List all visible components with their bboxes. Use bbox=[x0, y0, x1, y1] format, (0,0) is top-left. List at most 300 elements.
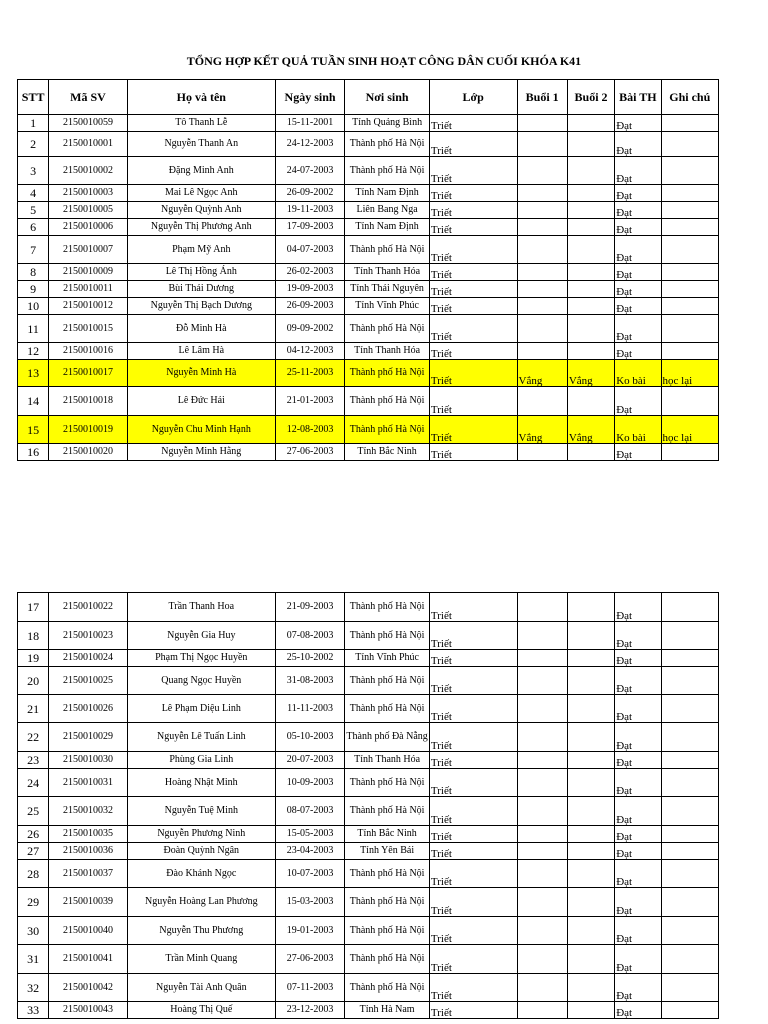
practice-test-cell: Đạt bbox=[615, 888, 661, 917]
date-of-birth-cell: 31-08-2003 bbox=[275, 667, 344, 695]
practice-test-cell: Đạt bbox=[615, 315, 661, 343]
session-2-cell bbox=[567, 593, 614, 622]
session-1-cell bbox=[517, 945, 567, 974]
practice-test-cell: Đạt bbox=[615, 797, 661, 826]
place-of-birth-cell: Thành phố Hà Nội bbox=[345, 416, 430, 444]
header-note: Ghi chú bbox=[661, 80, 718, 115]
session-2-cell bbox=[567, 723, 614, 752]
table-row bbox=[18, 236, 719, 264]
stt-cell: 32 bbox=[18, 974, 49, 1002]
table-row bbox=[18, 843, 719, 860]
table-row bbox=[18, 695, 719, 723]
full-name-cell: Nguyễn Lê Tuấn Linh bbox=[127, 723, 275, 752]
table-row bbox=[18, 315, 719, 343]
table-row bbox=[18, 219, 719, 236]
class-cell: Triết bbox=[429, 360, 517, 387]
practice-test-cell: Đạt bbox=[615, 593, 661, 622]
full-name-cell: Nguyễn Thị Bạch Dương bbox=[127, 298, 275, 315]
session-1-cell bbox=[517, 444, 567, 461]
session-2-cell bbox=[567, 769, 614, 797]
place-of-birth-cell: Thành phố Hà Nội bbox=[345, 769, 430, 797]
date-of-birth-cell: 25-11-2003 bbox=[275, 360, 344, 387]
class-cell: Triết bbox=[429, 1002, 517, 1019]
session-2-cell bbox=[567, 667, 614, 695]
stt-cell: 4 bbox=[18, 185, 49, 202]
stt-cell: 30 bbox=[18, 917, 49, 945]
document-title: TỔNG HỢP KẾT QUẢ TUẦN SINH HOẠT CÔNG DÂN CUỐI KHÓA K41 bbox=[186, 54, 582, 68]
header-class: Lớp bbox=[429, 80, 517, 115]
session-2-cell: Vắng bbox=[567, 360, 614, 387]
stt-cell: 17 bbox=[18, 593, 49, 622]
results-table-part-1 bbox=[17, 79, 719, 461]
stt-cell: 33 bbox=[18, 1002, 49, 1019]
full-name-cell: Nguyễn Quỳnh Anh bbox=[127, 202, 275, 219]
date-of-birth-cell: 19-11-2003 bbox=[275, 202, 344, 219]
full-name-cell: Nguyễn Tài Anh Quân bbox=[127, 974, 275, 1002]
place-of-birth-cell: Thành phố Hà Nội bbox=[345, 974, 430, 1002]
student-id-cell: 2150010011 bbox=[49, 281, 128, 298]
full-name-cell: Đoàn Quỳnh Ngân bbox=[127, 843, 275, 860]
place-of-birth-cell: Thành phố Hà Nội bbox=[345, 360, 430, 387]
practice-test-cell: Đạt bbox=[615, 202, 661, 219]
session-2-cell bbox=[567, 185, 614, 202]
place-of-birth-cell: Tỉnh Thanh Hóa bbox=[345, 752, 430, 769]
session-1-cell bbox=[517, 974, 567, 1002]
class-cell: Triết bbox=[429, 752, 517, 769]
stt-cell: 25 bbox=[18, 797, 49, 826]
place-of-birth-cell: Thành phố Hà Nội bbox=[345, 593, 430, 622]
table-row bbox=[18, 360, 719, 387]
session-1-cell bbox=[517, 843, 567, 860]
student-id-cell: 2150010024 bbox=[49, 650, 128, 667]
stt-cell: 20 bbox=[18, 667, 49, 695]
session-1-cell bbox=[517, 236, 567, 264]
practice-test-cell: Đạt bbox=[615, 769, 661, 797]
date-of-birth-cell: 17-09-2003 bbox=[275, 219, 344, 236]
stt-cell: 22 bbox=[18, 723, 49, 752]
note-cell bbox=[661, 769, 718, 797]
session-1-cell bbox=[517, 157, 567, 185]
practice-test-cell: Đạt bbox=[615, 236, 661, 264]
date-of-birth-cell: 24-12-2003 bbox=[275, 132, 344, 157]
header-place-of-birth: Nơi sinh bbox=[345, 80, 430, 115]
table-row bbox=[18, 1002, 719, 1019]
date-of-birth-cell: 10-09-2003 bbox=[275, 769, 344, 797]
session-2-cell bbox=[567, 860, 614, 888]
student-id-cell: 2150010019 bbox=[49, 416, 128, 444]
place-of-birth-cell: Thành phố Đà Nẵng bbox=[345, 723, 430, 752]
session-1-cell bbox=[517, 752, 567, 769]
session-2-cell bbox=[567, 264, 614, 281]
place-of-birth-cell: Tỉnh Vĩnh Phúc bbox=[345, 650, 430, 667]
student-id-cell: 2150010012 bbox=[49, 298, 128, 315]
date-of-birth-cell: 20-07-2003 bbox=[275, 752, 344, 769]
practice-test-cell: Đạt bbox=[615, 650, 661, 667]
header-student-id: Mã SV bbox=[49, 80, 128, 115]
table-row bbox=[18, 769, 719, 797]
full-name-cell: Hoàng Nhật Minh bbox=[127, 769, 275, 797]
class-cell: Triết bbox=[429, 723, 517, 752]
session-2-cell bbox=[567, 281, 614, 298]
date-of-birth-cell: 11-11-2003 bbox=[275, 695, 344, 723]
session-2-cell bbox=[567, 315, 614, 343]
table-row bbox=[18, 888, 719, 917]
place-of-birth-cell: Tỉnh Thái Nguyên bbox=[345, 281, 430, 298]
full-name-cell: Nguyễn Tuệ Minh bbox=[127, 797, 275, 826]
class-cell: Triết bbox=[429, 593, 517, 622]
session-1-cell bbox=[517, 797, 567, 826]
practice-test-cell: Đạt bbox=[615, 826, 661, 843]
session-2-cell bbox=[567, 622, 614, 650]
student-id-cell: 2150010009 bbox=[49, 264, 128, 281]
place-of-birth-cell: Thành phố Hà Nội bbox=[345, 945, 430, 974]
header-date-of-birth: Ngày sinh bbox=[275, 80, 344, 115]
class-cell: Triết bbox=[429, 115, 517, 132]
date-of-birth-cell: 26-02-2003 bbox=[275, 264, 344, 281]
session-1-cell bbox=[517, 343, 567, 360]
note-cell: học lại bbox=[661, 360, 718, 387]
class-cell: Triết bbox=[429, 826, 517, 843]
date-of-birth-cell: 04-12-2003 bbox=[275, 343, 344, 360]
stt-cell: 6 bbox=[18, 219, 49, 236]
class-cell: Triết bbox=[429, 219, 517, 236]
practice-test-cell: Đạt bbox=[615, 860, 661, 888]
practice-test-cell: Đạt bbox=[615, 219, 661, 236]
class-cell: Triết bbox=[429, 387, 517, 416]
note-cell bbox=[661, 650, 718, 667]
date-of-birth-cell: 15-11-2001 bbox=[275, 115, 344, 132]
full-name-cell: Nguyễn Thu Phương bbox=[127, 917, 275, 945]
header-session-2: Buổi 2 bbox=[567, 80, 614, 115]
date-of-birth-cell: 07-11-2003 bbox=[275, 974, 344, 1002]
note-cell bbox=[661, 236, 718, 264]
note-cell bbox=[661, 888, 718, 917]
full-name-cell: Phạm Thị Ngọc Huyền bbox=[127, 650, 275, 667]
session-1-cell bbox=[517, 387, 567, 416]
session-2-cell bbox=[567, 695, 614, 723]
stt-cell: 29 bbox=[18, 888, 49, 917]
class-cell: Triết bbox=[429, 157, 517, 185]
stt-cell: 5 bbox=[18, 202, 49, 219]
full-name-cell: Nguyễn Minh Hằng bbox=[127, 444, 275, 461]
class-cell: Triết bbox=[429, 945, 517, 974]
student-id-cell: 2150010043 bbox=[49, 1002, 128, 1019]
session-1-cell bbox=[517, 860, 567, 888]
stt-cell: 16 bbox=[18, 444, 49, 461]
practice-test-cell: Đạt bbox=[615, 115, 661, 132]
practice-test-cell: Đạt bbox=[615, 343, 661, 360]
full-name-cell: Nguyễn Chu Minh Hạnh bbox=[127, 416, 275, 444]
place-of-birth-cell: Thành phố Hà Nội bbox=[345, 888, 430, 917]
session-2-cell bbox=[567, 843, 614, 860]
note-cell bbox=[661, 298, 718, 315]
place-of-birth-cell: Tỉnh Bắc Ninh bbox=[345, 826, 430, 843]
place-of-birth-cell: Tỉnh Thanh Hóa bbox=[345, 264, 430, 281]
table-row bbox=[18, 945, 719, 974]
practice-test-cell: Đạt bbox=[615, 157, 661, 185]
student-id-cell: 2150010001 bbox=[49, 132, 128, 157]
full-name-cell: Nguyễn Thị Phương Anh bbox=[127, 219, 275, 236]
note-cell bbox=[661, 387, 718, 416]
class-cell: Triết bbox=[429, 797, 517, 826]
session-2-cell bbox=[567, 387, 614, 416]
student-id-cell: 2150010041 bbox=[49, 945, 128, 974]
date-of-birth-cell: 21-01-2003 bbox=[275, 387, 344, 416]
stt-cell: 15 bbox=[18, 416, 49, 444]
table-row bbox=[18, 752, 719, 769]
student-id-cell: 2150010007 bbox=[49, 236, 128, 264]
stt-cell: 9 bbox=[18, 281, 49, 298]
full-name-cell: Bùi Thái Dương bbox=[127, 281, 275, 298]
note-cell bbox=[661, 917, 718, 945]
place-of-birth-cell: Thành phố Hà Nội bbox=[345, 917, 430, 945]
date-of-birth-cell: 23-04-2003 bbox=[275, 843, 344, 860]
table-row bbox=[18, 723, 719, 752]
note-cell bbox=[661, 826, 718, 843]
header-stt: STT bbox=[18, 80, 49, 115]
table-row bbox=[18, 622, 719, 650]
stt-cell: 13 bbox=[18, 360, 49, 387]
date-of-birth-cell: 24-07-2003 bbox=[275, 157, 344, 185]
place-of-birth-cell: Thành phố Hà Nội bbox=[345, 132, 430, 157]
stt-cell: 28 bbox=[18, 860, 49, 888]
note-cell bbox=[661, 185, 718, 202]
place-of-birth-cell: Thành phố Hà Nội bbox=[345, 797, 430, 826]
stt-cell: 1 bbox=[18, 115, 49, 132]
place-of-birth-cell: Thành phố Hà Nội bbox=[345, 667, 430, 695]
date-of-birth-cell: 26-09-2002 bbox=[275, 185, 344, 202]
place-of-birth-cell: Thành phố Hà Nội bbox=[345, 387, 430, 416]
stt-cell: 31 bbox=[18, 945, 49, 974]
stt-cell: 3 bbox=[18, 157, 49, 185]
practice-test-cell: Đạt bbox=[615, 1002, 661, 1019]
table-row bbox=[18, 343, 719, 360]
session-1-cell bbox=[517, 185, 567, 202]
place-of-birth-cell: Thành phố Hà Nội bbox=[345, 695, 430, 723]
date-of-birth-cell: 10-07-2003 bbox=[275, 860, 344, 888]
class-cell: Triết bbox=[429, 132, 517, 157]
place-of-birth-cell: Thành phố Hà Nội bbox=[345, 157, 430, 185]
note-cell bbox=[661, 202, 718, 219]
class-cell: Triết bbox=[429, 281, 517, 298]
session-1-cell bbox=[517, 1002, 567, 1019]
session-1-cell bbox=[517, 593, 567, 622]
session-2-cell bbox=[567, 444, 614, 461]
practice-test-cell: Đạt bbox=[615, 917, 661, 945]
date-of-birth-cell: 15-05-2003 bbox=[275, 826, 344, 843]
stt-cell: 23 bbox=[18, 752, 49, 769]
stt-cell: 10 bbox=[18, 298, 49, 315]
full-name-cell: Mai Lê Ngọc Anh bbox=[127, 185, 275, 202]
session-2-cell bbox=[567, 752, 614, 769]
header-full-name: Họ và tên bbox=[127, 80, 275, 115]
class-cell: Triết bbox=[429, 695, 517, 723]
student-id-cell: 2150010005 bbox=[49, 202, 128, 219]
practice-test-cell: Đạt bbox=[615, 281, 661, 298]
session-2-cell bbox=[567, 945, 614, 974]
student-id-cell: 2150010022 bbox=[49, 593, 128, 622]
student-id-cell: 2150010020 bbox=[49, 444, 128, 461]
class-cell: Triết bbox=[429, 343, 517, 360]
date-of-birth-cell: 25-10-2002 bbox=[275, 650, 344, 667]
student-id-cell: 2150010040 bbox=[49, 917, 128, 945]
session-1-cell bbox=[517, 622, 567, 650]
practice-test-cell: Đạt bbox=[615, 264, 661, 281]
note-cell bbox=[661, 695, 718, 723]
place-of-birth-cell: Thành phố Hà Nội bbox=[345, 622, 430, 650]
session-1-cell bbox=[517, 650, 567, 667]
table-row bbox=[18, 387, 719, 416]
class-cell: Triết bbox=[429, 769, 517, 797]
full-name-cell: Lê Thị Hồng Ánh bbox=[127, 264, 275, 281]
full-name-cell: Đỗ Minh Hà bbox=[127, 315, 275, 343]
date-of-birth-cell: 21-09-2003 bbox=[275, 593, 344, 622]
session-1-cell bbox=[517, 281, 567, 298]
full-name-cell: Đặng Minh Anh bbox=[127, 157, 275, 185]
note-cell bbox=[661, 281, 718, 298]
table-body-part-2 bbox=[18, 593, 719, 1019]
session-2-cell bbox=[567, 157, 614, 185]
date-of-birth-cell: 23-12-2003 bbox=[275, 1002, 344, 1019]
date-of-birth-cell: 19-01-2003 bbox=[275, 917, 344, 945]
session-1-cell bbox=[517, 315, 567, 343]
student-id-cell: 2150010025 bbox=[49, 667, 128, 695]
class-cell: Triết bbox=[429, 202, 517, 219]
class-cell: Triết bbox=[429, 917, 517, 945]
table-row bbox=[18, 202, 719, 219]
note-cell bbox=[661, 1002, 718, 1019]
student-id-cell: 2150010037 bbox=[49, 860, 128, 888]
place-of-birth-cell: Tỉnh Nam Định bbox=[345, 219, 430, 236]
practice-test-cell: Ko bài bbox=[615, 416, 661, 444]
note-cell bbox=[661, 343, 718, 360]
session-2-cell bbox=[567, 917, 614, 945]
full-name-cell: Nguyễn Minh Hà bbox=[127, 360, 275, 387]
date-of-birth-cell: 09-09-2002 bbox=[275, 315, 344, 343]
student-id-cell: 2150010018 bbox=[49, 387, 128, 416]
practice-test-cell: Đạt bbox=[615, 185, 661, 202]
student-id-cell: 2150010039 bbox=[49, 888, 128, 917]
table-row bbox=[18, 593, 719, 622]
note-cell bbox=[661, 723, 718, 752]
full-name-cell: Lê Đức Hải bbox=[127, 387, 275, 416]
practice-test-cell: Đạt bbox=[615, 667, 661, 695]
session-1-cell bbox=[517, 115, 567, 132]
table-header bbox=[18, 80, 719, 115]
session-2-cell bbox=[567, 202, 614, 219]
session-2-cell bbox=[567, 1002, 614, 1019]
stt-cell: 18 bbox=[18, 622, 49, 650]
full-name-cell: Hoàng Thị Quế bbox=[127, 1002, 275, 1019]
full-name-cell: Đào Khánh Ngọc bbox=[127, 860, 275, 888]
table-row bbox=[18, 132, 719, 157]
class-cell: Triết bbox=[429, 264, 517, 281]
session-2-cell bbox=[567, 650, 614, 667]
full-name-cell: Tô Thanh Lễ bbox=[127, 115, 275, 132]
table-row bbox=[18, 416, 719, 444]
place-of-birth-cell: Tỉnh Vĩnh Phúc bbox=[345, 298, 430, 315]
date-of-birth-cell: 05-10-2003 bbox=[275, 723, 344, 752]
session-2-cell bbox=[567, 219, 614, 236]
class-cell: Triết bbox=[429, 650, 517, 667]
session-2-cell bbox=[567, 236, 614, 264]
note-cell bbox=[661, 667, 718, 695]
class-cell: Triết bbox=[429, 236, 517, 264]
note-cell bbox=[661, 115, 718, 132]
student-id-cell: 2150010017 bbox=[49, 360, 128, 387]
class-cell: Triết bbox=[429, 860, 517, 888]
student-id-cell: 2150010035 bbox=[49, 826, 128, 843]
session-1-cell: Vắng bbox=[517, 360, 567, 387]
practice-test-cell: Đạt bbox=[615, 298, 661, 315]
date-of-birth-cell: 27-06-2003 bbox=[275, 444, 344, 461]
class-cell: Triết bbox=[429, 843, 517, 860]
table-row bbox=[18, 298, 719, 315]
place-of-birth-cell: Tỉnh Quảng Bình bbox=[345, 115, 430, 132]
stt-cell: 21 bbox=[18, 695, 49, 723]
note-cell bbox=[661, 593, 718, 622]
session-1-cell bbox=[517, 917, 567, 945]
note-cell bbox=[661, 132, 718, 157]
note-cell bbox=[661, 974, 718, 1002]
class-cell: Triết bbox=[429, 315, 517, 343]
practice-test-cell: Ko bài bbox=[615, 360, 661, 387]
date-of-birth-cell: 08-07-2003 bbox=[275, 797, 344, 826]
place-of-birth-cell: Thành phố Hà Nội bbox=[345, 860, 430, 888]
header-session-1: Buổi 1 bbox=[517, 80, 567, 115]
note-cell bbox=[661, 157, 718, 185]
session-1-cell bbox=[517, 695, 567, 723]
note-cell bbox=[661, 444, 718, 461]
student-id-cell: 2150010029 bbox=[49, 723, 128, 752]
date-of-birth-cell: 04-07-2003 bbox=[275, 236, 344, 264]
date-of-birth-cell: 07-08-2003 bbox=[275, 622, 344, 650]
full-name-cell: Phạm Mỹ Anh bbox=[127, 236, 275, 264]
full-name-cell: Nguyễn Thanh An bbox=[127, 132, 275, 157]
stt-cell: 12 bbox=[18, 343, 49, 360]
stt-cell: 27 bbox=[18, 843, 49, 860]
session-2-cell bbox=[567, 797, 614, 826]
session-1-cell bbox=[517, 219, 567, 236]
header-practice-test: Bài TH bbox=[615, 80, 661, 115]
table-body-part-1 bbox=[18, 115, 719, 461]
stt-cell: 8 bbox=[18, 264, 49, 281]
session-1-cell bbox=[517, 667, 567, 695]
place-of-birth-cell: Tỉnh Hà Nam bbox=[345, 1002, 430, 1019]
class-cell: Triết bbox=[429, 667, 517, 695]
header-row bbox=[18, 80, 719, 115]
student-id-cell: 2150010031 bbox=[49, 769, 128, 797]
stt-cell: 24 bbox=[18, 769, 49, 797]
class-cell: Triết bbox=[429, 298, 517, 315]
session-2-cell bbox=[567, 888, 614, 917]
practice-test-cell: Đạt bbox=[615, 444, 661, 461]
practice-test-cell: Đạt bbox=[615, 132, 661, 157]
note-cell bbox=[661, 797, 718, 826]
session-1-cell bbox=[517, 132, 567, 157]
table-row bbox=[18, 917, 719, 945]
stt-cell: 11 bbox=[18, 315, 49, 343]
note-cell bbox=[661, 752, 718, 769]
note-cell bbox=[661, 860, 718, 888]
session-1-cell bbox=[517, 264, 567, 281]
stt-cell: 19 bbox=[18, 650, 49, 667]
full-name-cell: Trần Minh Quang bbox=[127, 945, 275, 974]
session-1-cell bbox=[517, 888, 567, 917]
session-1-cell bbox=[517, 202, 567, 219]
table-row bbox=[18, 667, 719, 695]
session-2-cell bbox=[567, 298, 614, 315]
